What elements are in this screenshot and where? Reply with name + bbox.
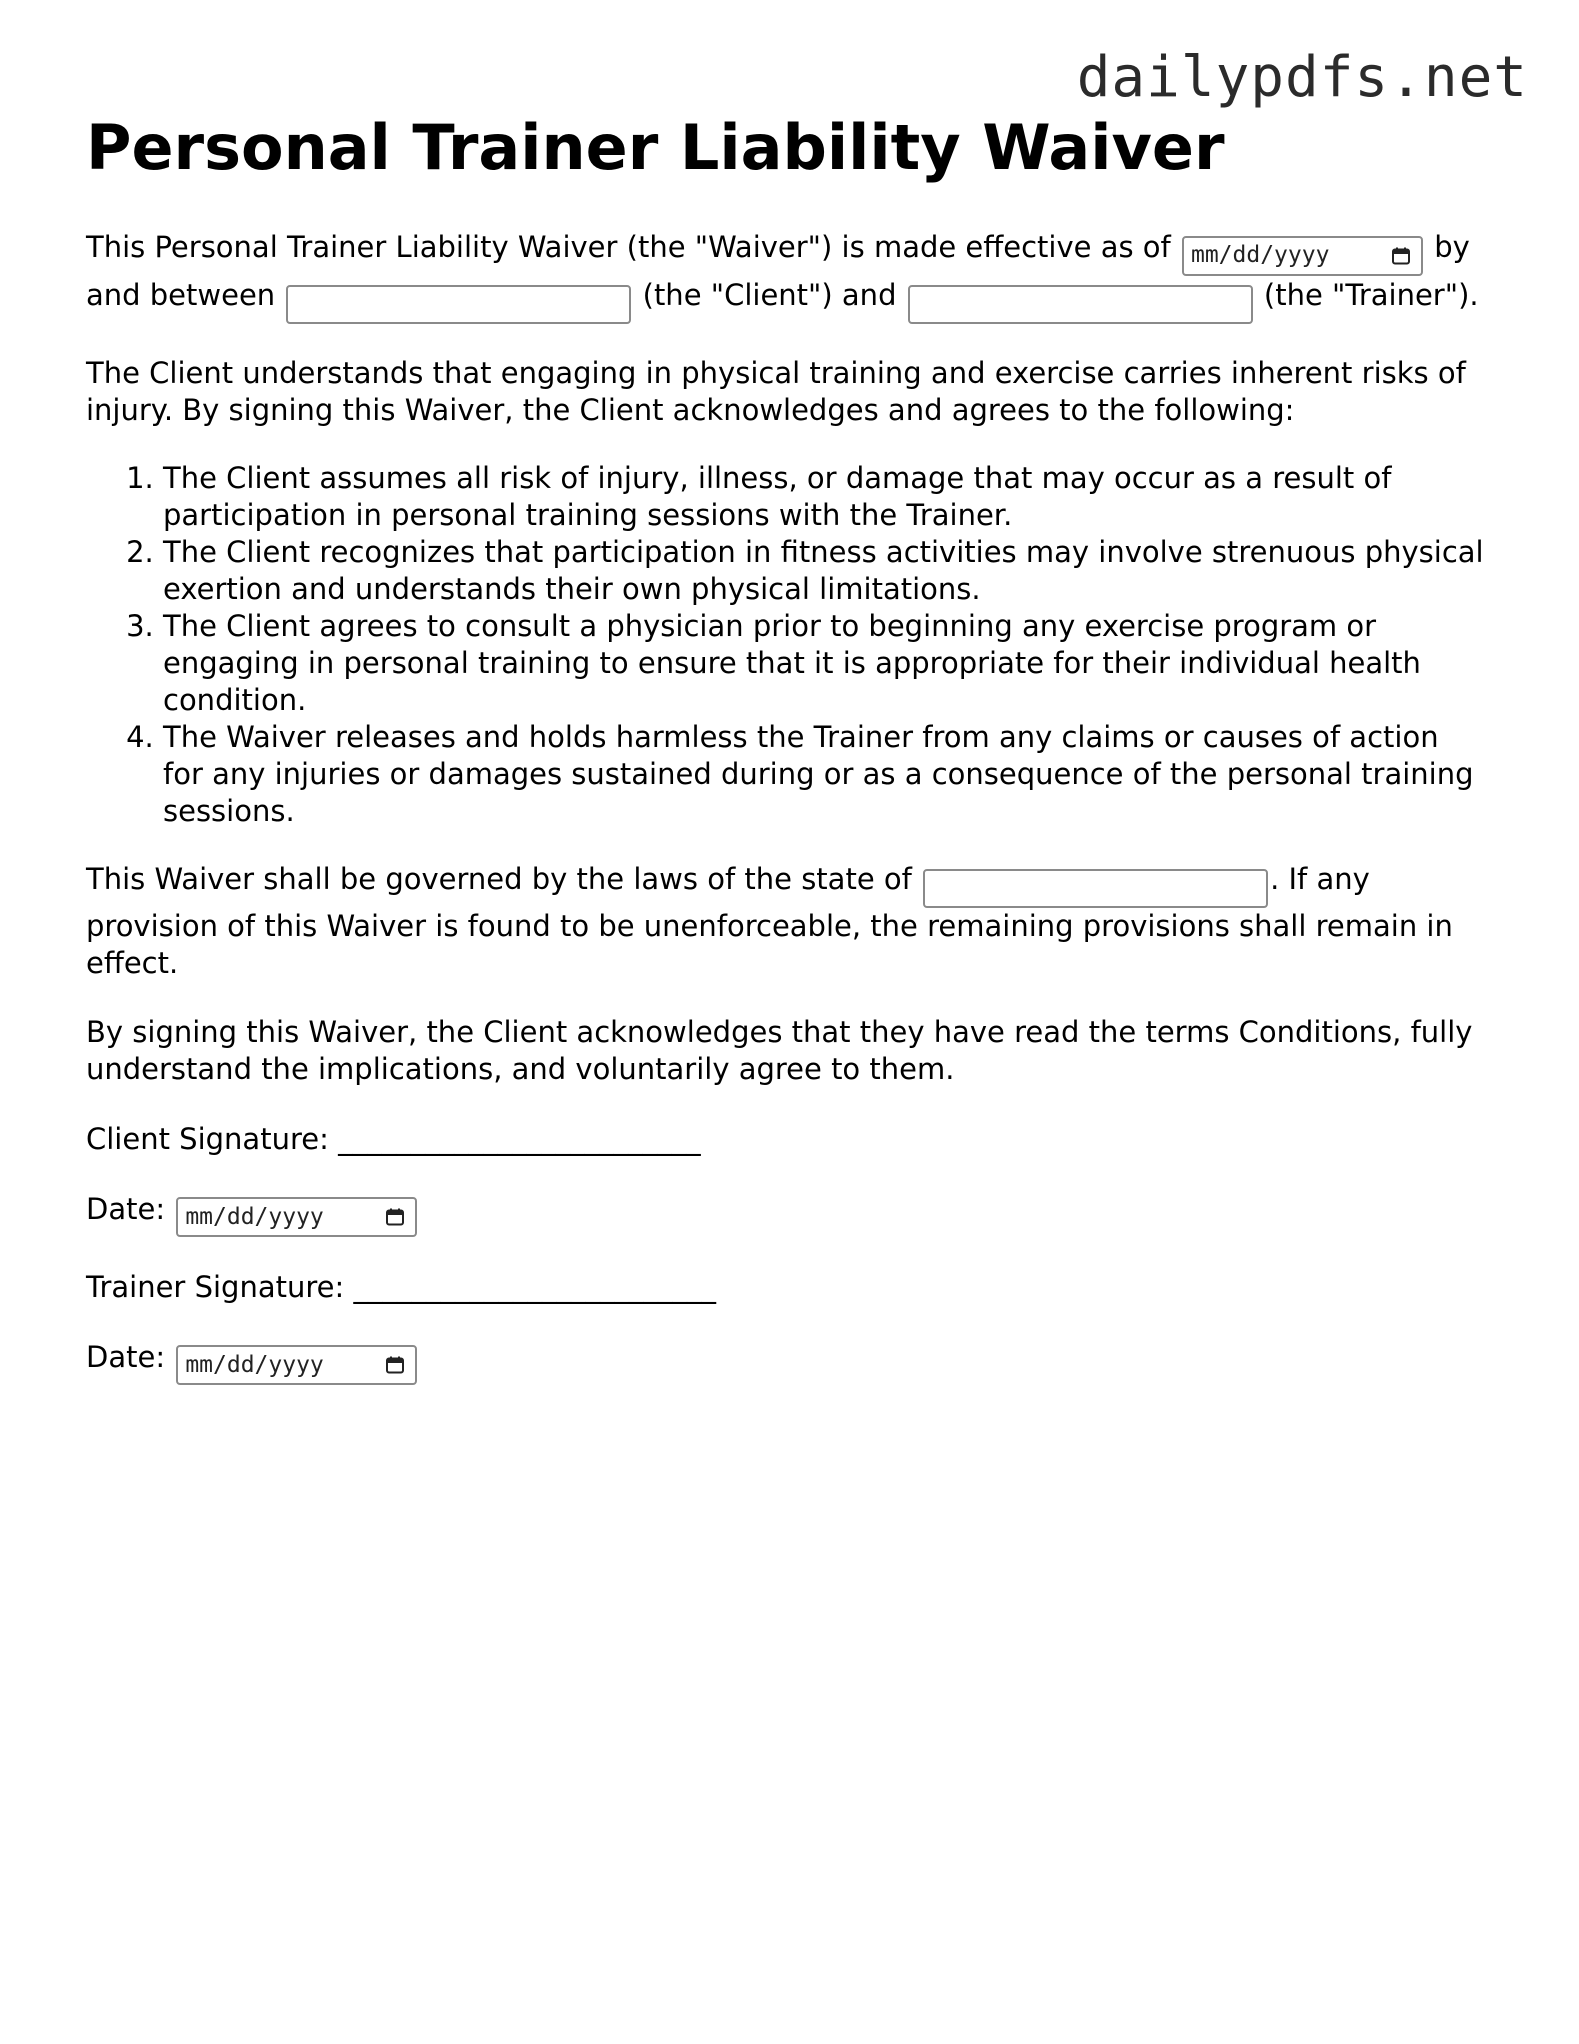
calendar-icon[interactable] <box>1391 246 1411 266</box>
client-date-row <box>86 1187 1486 1237</box>
client-date-input[interactable] <box>176 1197 417 1237</box>
governing-text-1: This Waiver shall be governed by the laws of the state of <box>86 861 912 896</box>
client-signature-row <box>86 1119 1486 1159</box>
waiver-document <box>86 112 1486 1415</box>
calendar-icon[interactable] <box>385 1207 405 1227</box>
intro-text-4: (the "Trainer"). <box>1263 277 1479 312</box>
client-name-input[interactable] <box>286 285 631 324</box>
intro-text-2: by and between <box>86 230 1470 312</box>
intro-text-3: (the "Client") and <box>642 277 897 312</box>
list-item: 2. The Client recognizes that participation in fitness activities may involve strenuous physical exertion and understands their own physical limitations. <box>163 534 1486 608</box>
effective-date-placeholder: mm/dd/yyyy <box>1190 242 1330 268</box>
trainer-signature-line: _________________________ <box>353 1269 716 1304</box>
trainer-date-row <box>86 1335 1486 1385</box>
client-date-label: Date: <box>86 1191 166 1226</box>
list-item: 3. The Client agrees to consult a physician prior to beginning any exercise program or engaging in personal training to ensure that it is appropriate for their individual health condition. <box>163 608 1486 719</box>
page-title: Personal Trainer Liability Waiver <box>86 111 1225 184</box>
client-signature-line: _________________________ <box>338 1121 701 1156</box>
trainer-name-input[interactable] <box>908 285 1253 324</box>
effective-date-input[interactable] <box>1182 236 1423 276</box>
governing-text-2: . If any provision of this Waiver is found to be unenforceable, the remaining provisions shall remain in effect. <box>86 861 1453 981</box>
trainer-signature-row <box>86 1267 1486 1307</box>
state-input[interactable] <box>923 869 1268 908</box>
watermark: dailypdfs.net <box>1076 45 1528 110</box>
trainer-date-label: Date: <box>86 1339 166 1374</box>
terms-list <box>86 460 1486 830</box>
risk-paragraph: The Client understands that engaging in physical training and exercise carries inherent risks of injury. By signing this Waiver, the Client acknowledges and agrees to the following: <box>86 355 1466 427</box>
client-signature-label: Client Signature: <box>86 1121 329 1156</box>
client-date-placeholder: mm/dd/yyyy <box>185 1203 324 1230</box>
trainer-date-placeholder: mm/dd/yyyy <box>185 1351 324 1378</box>
governing-law-paragraph <box>86 861 1486 983</box>
intro-paragraph <box>86 228 1486 324</box>
list-item: 1. The Client assumes all risk of injury, illness, or damage that may occur as a result of participation in personal training sessions with the Trainer. <box>163 460 1486 534</box>
trainer-signature-label: Trainer Signature: <box>86 1269 345 1304</box>
trainer-date-input[interactable] <box>176 1345 417 1385</box>
intro-text-1: This Personal Trainer Liability Waiver (the "Waiver") is made effective as of <box>86 230 1171 264</box>
list-item: 4. The Waiver releases and holds harmless the Trainer from any claims or causes of action for any injuries or damages sustained during or as a consequence of the personal training sessions. <box>163 719 1486 830</box>
acknowledgment-paragraph: By signing this Waiver, the Client acknowledges that they have read the terms Conditions, fully understand the implications, and voluntarily agree to them. <box>86 1014 1473 1086</box>
calendar-icon[interactable] <box>385 1355 405 1375</box>
